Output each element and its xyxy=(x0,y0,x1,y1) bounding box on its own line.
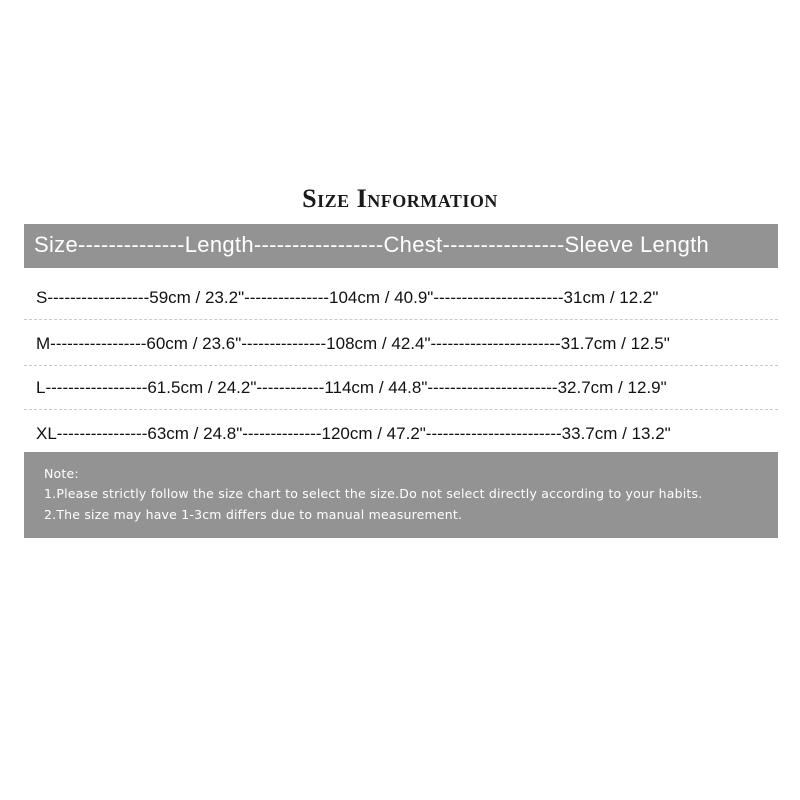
note-label: Note: xyxy=(44,466,79,481)
size-table-header-text: Size--------------Length-----------------Chest----------------Sleeve Length xyxy=(34,232,710,257)
size-row-text: XL----------------63cm / 24.8"--------------120cm / 47.2"------------------------33.7cm / 13.2" xyxy=(36,424,671,443)
note-line-1: 1.Please strictly follow the size chart to select the size.Do not select directly according to your habits. xyxy=(44,486,703,501)
size-table-header xyxy=(24,224,778,268)
row-divider xyxy=(24,319,778,320)
size-row-text: L------------------61.5cm / 24.2"------------114cm / 44.8"-----------------------32.7cm / 12.9" xyxy=(36,378,667,397)
note-box xyxy=(24,452,778,538)
row-divider xyxy=(24,365,778,366)
row-divider xyxy=(24,409,778,410)
size-row-text: M-----------------60cm / 23.6"---------------108cm / 42.4"-----------------------31.7cm / 12.5" xyxy=(36,334,670,353)
size-row-s xyxy=(24,280,778,320)
page-title: Size Information xyxy=(302,184,498,213)
size-row-l xyxy=(24,370,778,410)
size-row-text: S------------------59cm / 23.2"---------------104cm / 40.9"-----------------------31cm / 12.2" xyxy=(36,288,659,307)
size-row-m xyxy=(24,326,778,366)
note-line-2: 2.The size may have 1-3cm differs due to manual measurement. xyxy=(44,507,463,522)
size-row-xl xyxy=(24,416,778,456)
